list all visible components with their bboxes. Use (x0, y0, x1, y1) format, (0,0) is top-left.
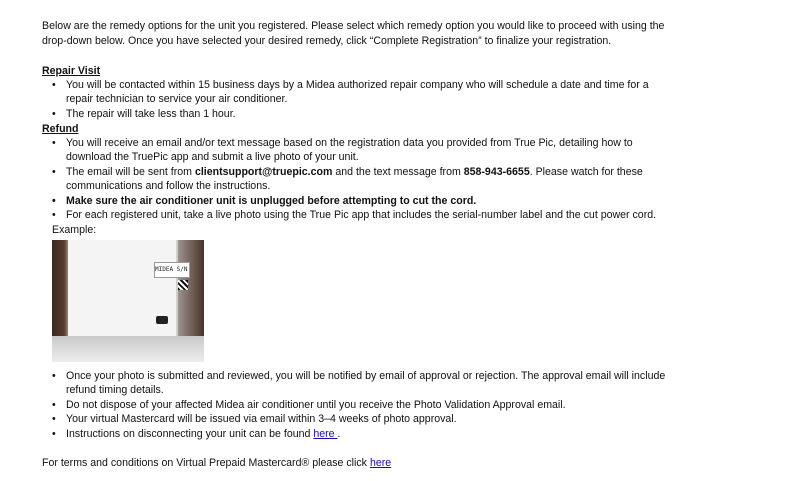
support-phone: 858-943-6655 (463, 165, 530, 178)
list-item: • The repair will take less than 1 hour. (52, 107, 672, 121)
instructions-link[interactable]: here (313, 427, 338, 440)
terms-text: For terms and conditions on Virtual Prepaid Mastercard® please click (42, 457, 370, 469)
example-label: Example: (52, 224, 97, 236)
refund-heading: Refund (42, 123, 79, 135)
instructions-text: Instructions on disconnecting your unit can be found (66, 427, 314, 440)
list-item (52, 427, 672, 441)
email-text-part2: and the text message from (332, 165, 464, 178)
repair-visit-heading: Repair Visit (42, 65, 101, 77)
cut-power-cord (156, 316, 168, 324)
list-item: • You will receive an email and/or text message based on the registration data you provided from True Pic, detailing how to download the TruePic app and submit a live photo of your unit. (52, 136, 672, 165)
instructions-suffix: . (337, 427, 341, 440)
support-email: clientsupport@truepic.com (194, 165, 333, 178)
terms-link[interactable]: here (369, 457, 392, 469)
terms-line (42, 456, 391, 470)
repair-visit-list (52, 78, 672, 121)
qr-code-icon (178, 280, 188, 290)
list-item: • Once your photo is submitted and reviewed, you will be notified by email of approval or rejection. The approval email will include refund timing details. (52, 369, 672, 398)
email-text-part1: The email will be sent from (66, 165, 195, 178)
list-item: • Do not dispose of your affected Midea air conditioner until you receive the Photo Validation Approval email. (52, 398, 672, 412)
serial-number-label: MIDEA S/N (154, 262, 190, 278)
intro-paragraph: Below are the remedy options for the unit you registered. Please select which remedy option you would like to proceed with using the drop-down below. Once you have selected your desired remedy, click “Complete Registration” to finalize your registration. (42, 20, 665, 47)
example-photo (52, 240, 204, 362)
email-text-part3: . Please watch for these communications and follow the instructions. (66, 165, 643, 193)
list-item: • You will be contacted within 15 business days by a Midea authorized repair company who will schedule a date and time for a repair technician to service your air conditioner. (52, 78, 672, 107)
refund-list (52, 136, 672, 222)
list-item: • Your virtual Mastercard will be issued via email within 3–4 weeks of photo approval. (52, 412, 672, 426)
unplug-warning: • Make sure the air conditioner unit is unplugged before attempting to cut the cord. (52, 194, 672, 208)
floor (52, 336, 204, 362)
list-item (52, 165, 672, 194)
refund-list-after (52, 369, 672, 441)
list-item: • For each registered unit, take a live photo using the True Pic app that includes the serial-number label and the cut power cord. (52, 208, 672, 222)
